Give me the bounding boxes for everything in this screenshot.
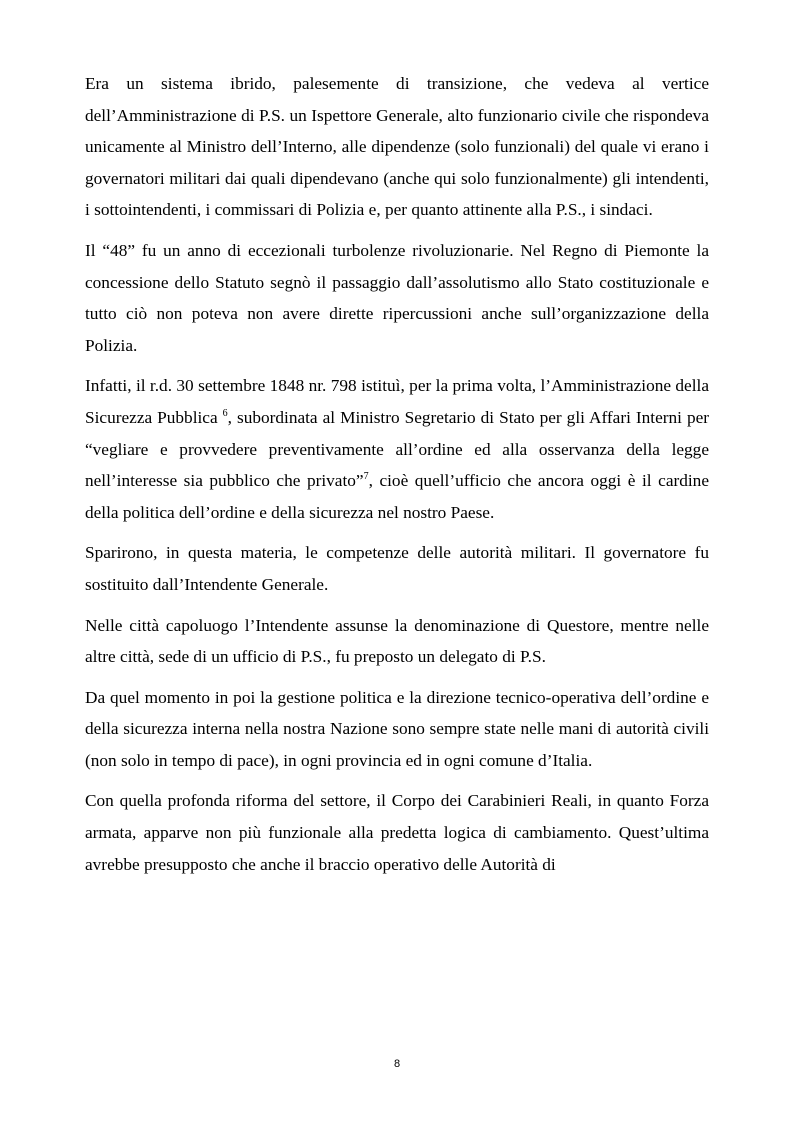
- footnote-ref-6: 6: [222, 408, 228, 420]
- paragraph-1: Era un sistema ibrido, palesemente di transizione, che vedeva al vertice dell’Amministrazione di P.S. un Ispettore Generale, alto funzionario civile che rispondeva unicamente al Ministro dell’Interno, alle dipendenze (solo funzionali) del quale vi erano i governatori militari dai quali dipendevano (anche qui solo funzionalmente) gli intendenti, i sottointendenti, i commissari di Polizia e, per quanto attinente alla P.S., i sindaci.: [85, 74, 709, 220]
- paragraph-3-text-c: , cioè quell’ufficio che ancora oggi è il cardine della politica dell’ordine e della sicurezza nel nostro Paese.: [85, 471, 709, 522]
- paragraph-3-text-a: Infatti, il r.d. 30 settembre 1848 nr. 798 istituì, per la prima volta, l’Amministrazione della Sicurezza Pubblica: [85, 376, 709, 427]
- paragraph-6: Da quel momento in poi la gestione politica e la direzione tecnico-operativa dell’ordine e della sicurezza interna nella nostra Nazione sono sempre state nelle mani di autorità civili (non solo in tempo di pace), in ogni provincia ed in ogni comune d’Italia.: [85, 687, 709, 770]
- paragraph-7: Con quella profonda riforma del settore, il Corpo dei Carabinieri Reali, in quanto Forza armata, apparve non più funzionale alla predetta logica di cambiamento. Quest’ultima avrebbe presupposto che anche il braccio operativo delle Autorità di: [85, 791, 709, 874]
- paragraph-5: Nelle città capoluogo l’Intendente assunse la denominazione di Questore, mentre nelle altre città, sede di un ufficio di P.S., fu preposto un delegato di P.S.: [85, 615, 709, 667]
- paragraph-3: [85, 370, 709, 528]
- page-body: [85, 68, 709, 889]
- paragraph-2: Il “48” fu un anno di eccezionali turbolenze rivoluzionarie. Nel Regno di Piemonte la concessione dello Statuto segnò il passaggio dall’assolutismo allo Stato costituzionale e tutto ciò non poteva non avere dirette ripercussioni anche sull’organizzazione della Polizia.: [85, 240, 709, 355]
- page-number: 8: [393, 1058, 401, 1070]
- footnote-ref-7: 7: [363, 471, 369, 483]
- paragraph-3-text-b: , subordinata al Ministro Segretario di Stato per gli Affari Interni per “vegliare e provvedere preventivamente all’ordine ed alla osservanza della legge nell’interesse sia pubblico che privato”: [85, 407, 710, 491]
- paragraph-4: Sparirono, in questa materia, le competenze delle autorità militari. Il governatore fu sostituito dall’Intendente Generale.: [85, 543, 709, 594]
